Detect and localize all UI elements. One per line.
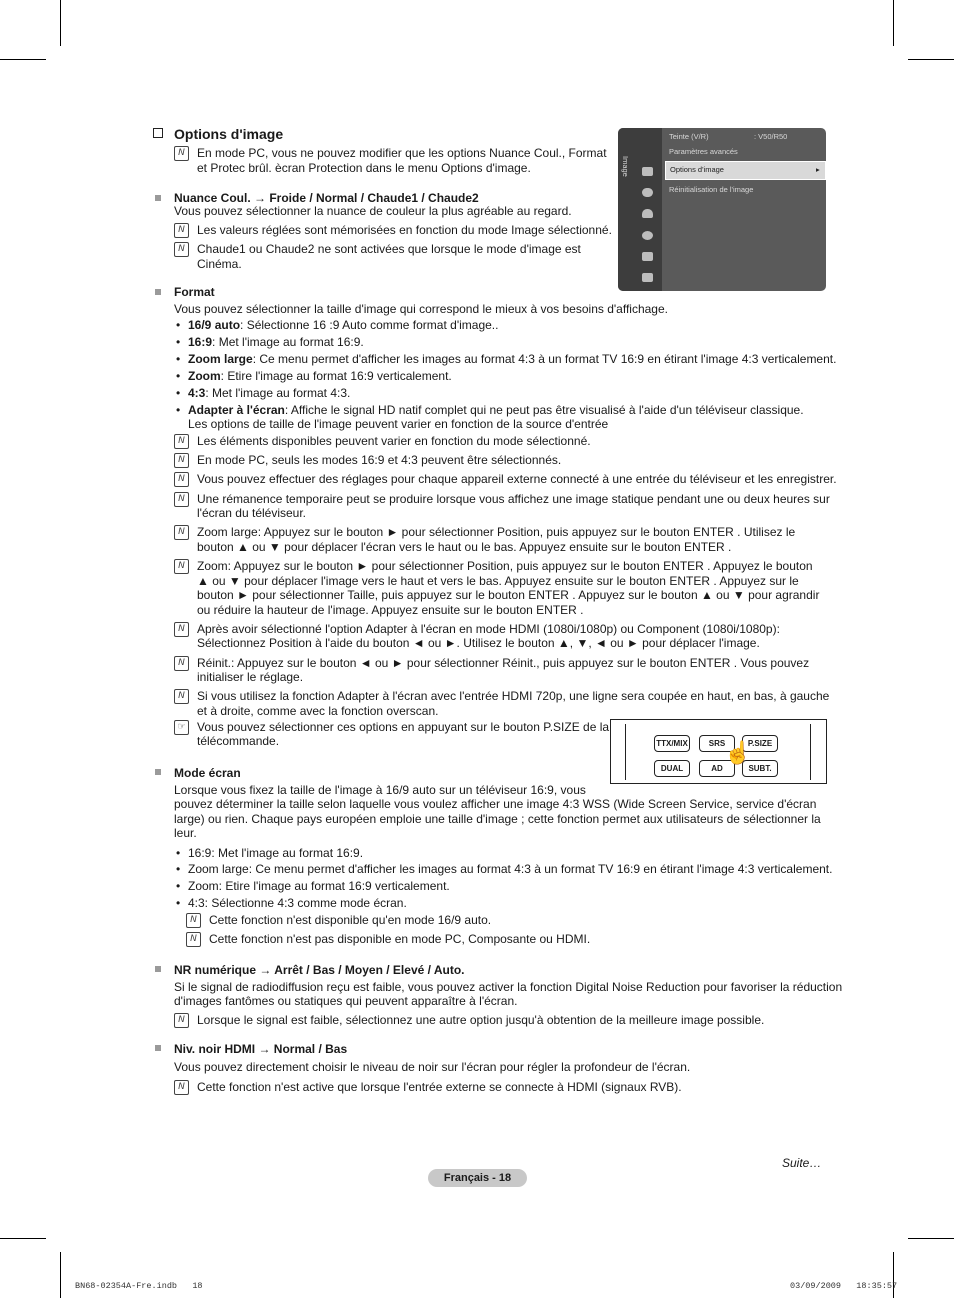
note-icon: N bbox=[174, 146, 189, 161]
bullet-square-icon bbox=[155, 289, 161, 295]
hdmi-heading: Niv. noir HDMI → Normal / Bas bbox=[174, 1042, 348, 1056]
hdmi-paragraph: Vous pouvez directement choisir le niveau de noir sur l'écran pour régler la profondeur de l'écran. bbox=[174, 1060, 691, 1074]
srs-button: SRS bbox=[699, 735, 735, 752]
note-icon: N bbox=[174, 559, 189, 574]
chevron-right-icon: ▸ bbox=[816, 165, 820, 174]
format-item-4: Zoom: Etire l'image au format 16:9 verticalement. bbox=[188, 369, 452, 383]
dual-button: DUAL bbox=[654, 760, 690, 777]
remote-control-image bbox=[610, 719, 827, 784]
bullet-square-icon bbox=[155, 195, 161, 201]
ad-button: AD bbox=[699, 760, 735, 777]
note-icon: N bbox=[174, 242, 189, 257]
note-icon: N bbox=[174, 622, 189, 637]
mode-item-1: 16:9: Met l'image au format 16:9. bbox=[188, 846, 364, 860]
remote-edge bbox=[810, 724, 811, 780]
hdmi-note1: Cette fonction n'est active que lorsque l'entrée externe se connecte à HDMI (signaux RVB). bbox=[197, 1080, 682, 1094]
format-note10-line2: télécommande. bbox=[197, 734, 280, 748]
format-item-6-line2: Les options de taille de l'image peuvent varier en fonction de la source d'entrée bbox=[188, 417, 609, 431]
print-timestamp: 03/09/2009 18:35:57 bbox=[790, 1281, 898, 1291]
page-number: Français - 18 bbox=[428, 1169, 527, 1187]
tv-menu-row4-label: Réinitialisation de l'image bbox=[669, 185, 754, 194]
nr-note1: Lorsque le signal est faible, sélectionnez une autre option jusqu'à obtention de la meilleure image possible. bbox=[197, 1013, 765, 1027]
note-pc: En mode PC, vous ne pouvez modifier que les options Nuance Coul., Format et Protec brûl. ècran Protection dans le menu Options d'image. bbox=[197, 146, 607, 175]
format-note7-line2: Sélectionnez Position à l'aide du bouton ◄ ou ►. Utilisez le bouton ▲, ▼, ◄ ou ► pour déplacer l'image. bbox=[197, 636, 760, 650]
format-note4-line2: l'écran du téléviseur. bbox=[197, 506, 307, 520]
crop-mark bbox=[908, 1238, 954, 1239]
format-note9-line1: Si vous utilisez la fonction Adapter à l'écran avec l'entrée HDMI 720p, une ligne sera coupée en haut, en bas, à gauche bbox=[197, 689, 830, 703]
input-icon bbox=[642, 252, 653, 261]
nr-paragraph-line1: Si le signal de radiodiffusion reçu est faible, vous pouvez activer la fonction Digital Noise Reduction pour favoriser la réduction bbox=[174, 980, 843, 994]
format-note10-line1: Vous pouvez sélectionner ces options en appuyant sur le bouton P.SIZE de la bbox=[197, 720, 610, 734]
format-note9-line2: et à droite, comme avec la fonction overscan. bbox=[197, 704, 439, 718]
tv-menu-selected-row bbox=[665, 161, 826, 180]
crop-mark bbox=[893, 0, 894, 46]
nr-paragraph-line2: d'images fantômes ou statiques qui peuvent apparaître à l'écran. bbox=[174, 994, 518, 1008]
mode-item-3: Zoom: Etire l'image au format 16:9 verticalement. bbox=[188, 879, 450, 893]
checkbox-icon bbox=[153, 128, 163, 138]
suite-label: Suite… bbox=[782, 1156, 822, 1170]
bullet-square-icon bbox=[155, 769, 161, 775]
format-note8-line1: Réinit.: Appuyez sur le bouton ◄ ou ► pour sélectionner Réinit., puis appuyez sur le bouton ENTER . Vous pouvez bbox=[197, 656, 810, 670]
bullet-dot: • bbox=[176, 846, 181, 860]
tv-menu-selected-label: Options d'image bbox=[670, 165, 724, 174]
nuance-desc: Vous pouvez sélectionner la nuance de couleur la plus agréable au regard. bbox=[174, 204, 572, 218]
nuance-note1: Les valeurs réglées sont mémorisées en fonction du mode Image sélectionné. bbox=[197, 223, 612, 237]
channel-icon bbox=[642, 209, 653, 218]
remote-hand-icon: ☞ bbox=[174, 720, 189, 735]
tv-menu-row1-value: : V50/R50 bbox=[754, 132, 788, 141]
nuance-note2-line2: Cinéma. bbox=[197, 257, 242, 271]
crop-mark bbox=[0, 1238, 46, 1239]
mode-note1: Cette fonction n'est disponible qu'en mode 16/9 auto. bbox=[209, 913, 492, 927]
gear-icon bbox=[642, 231, 653, 240]
mode-paragraph-line1: Lorsque vous fixez la taille de l'image à 16/9 auto sur un téléviseur 16:9, vous bbox=[174, 783, 586, 797]
format-note8-line2: initialiser le réglage. bbox=[197, 670, 304, 684]
format-item-3: Zoom large: Ce menu permet d'afficher les images au format 4:3 à un format TV 16:9 en étirant l'image 4:3 verticalement. bbox=[188, 352, 837, 366]
format-note6-line2: ▲ ou ▼ pour déplacer l'image vers le haut et vers le bas. Appuyez ensuite sur le bouton ENTER . Appuyez sur le bbox=[197, 574, 799, 588]
format-note1: Les éléments disponibles peuvent varier en fonction du mode sélectionné. bbox=[197, 434, 591, 448]
mode-item-2: Zoom large: Ce menu permet d'afficher les images au format 4:3 à un format TV 16:9 en étirant l'image 4:3 verticalement. bbox=[188, 862, 833, 876]
format-note7-line1: Après avoir sélectionné l'option Adapter à l'écran en mode HDMI (1080i/1080p) ou Component (1080i/1080p): bbox=[197, 622, 780, 636]
format-note4-line1: Une rémanence temporaire peut se produire lorsque vous affichez une image statique pendant une ou deux heures sur bbox=[197, 492, 830, 506]
note-icon: N bbox=[174, 453, 189, 468]
tv-menu-sidebar bbox=[618, 128, 662, 291]
format-note6-line3: bouton ► pour sélectionner Taille, puis appuyez sur le bouton ENTER . Appuyez sur le bouton ▲ ou ▼ pour agrandir bbox=[197, 588, 820, 602]
note-icon: N bbox=[174, 689, 189, 704]
tv-menu-side-label: Image bbox=[621, 156, 630, 177]
mode-heading: Mode écran bbox=[174, 766, 241, 780]
mode-item-4: 4:3: Sélectionne 4:3 comme mode écran. bbox=[188, 896, 407, 910]
note-icon: N bbox=[174, 223, 189, 238]
note-icon: N bbox=[174, 434, 189, 449]
crop-mark bbox=[60, 0, 61, 46]
tv-menu-screenshot bbox=[618, 128, 826, 291]
picture-icon bbox=[642, 167, 653, 176]
format-note5-line2: bouton ▲ ou ▼ pour déplacer l'écran vers le haut ou le bas. Appuyez ensuite sur le bouton ENTER . bbox=[197, 540, 732, 554]
bullet-dot: • bbox=[176, 318, 181, 332]
note-icon: N bbox=[186, 932, 201, 947]
format-note2: En mode PC, seuls les modes 16:9 et 4:3 peuvent être sélectionnés. bbox=[197, 453, 562, 467]
bullet-square-icon bbox=[155, 966, 161, 972]
bullet-square-icon bbox=[155, 1045, 161, 1051]
note-icon: N bbox=[186, 913, 201, 928]
crop-mark bbox=[0, 59, 46, 60]
format-item-6: Adapter à l'écran: Affiche le signal HD natif complet qui ne peut pas être visualisé à l'aide d'un téléviseur classique. bbox=[188, 403, 804, 417]
tv-menu-row2-label: Paramètres avancés bbox=[669, 147, 738, 156]
bullet-dot: • bbox=[176, 335, 181, 349]
bullet-dot: • bbox=[176, 896, 181, 910]
section-title: Options d'image bbox=[174, 126, 284, 142]
psize-button: P.SIZE bbox=[742, 735, 778, 752]
mode-note2: Cette fonction n'est pas disponible en mode PC, Composante ou HDMI. bbox=[209, 932, 591, 946]
format-item-5: 4:3: Met l'image au format 4:3. bbox=[188, 386, 351, 400]
bullet-dot: • bbox=[176, 403, 181, 417]
ttx-mix-button: TTX/MIX bbox=[654, 735, 690, 752]
nuance-heading: Nuance Coul. → Froide / Normal / Chaude1 / Chaude2 bbox=[174, 191, 479, 205]
format-desc: Vous pouvez sélectionner la taille d'image qui correspond le mieux à vos besoins d'affichage. bbox=[174, 302, 668, 316]
note-icon: N bbox=[174, 492, 189, 507]
support-icon bbox=[642, 273, 653, 282]
mode-paragraph-line3: large) ou rien. Chaque pays européen emploie une taille d'image ; cette fonction permet aux utilisateurs de sélectionner la bbox=[174, 812, 821, 826]
format-note6-line1: Zoom: Appuyez sur le bouton ► pour sélectionner Position, puis appuyez sur le bouton ENTER . Appuyez le bouton bbox=[197, 559, 813, 573]
note-icon: N bbox=[174, 656, 189, 671]
bullet-dot: • bbox=[176, 879, 181, 893]
nuance-note2-line1: Chaude1 ou Chaude2 ne sont activées que lorsque le mode d'image est bbox=[197, 242, 581, 256]
note-icon: N bbox=[174, 525, 189, 540]
note-icon: N bbox=[174, 1080, 189, 1095]
pointer-hand-icon: ☝ bbox=[724, 740, 752, 765]
note-icon: N bbox=[174, 1013, 189, 1028]
note-icon: N bbox=[174, 472, 189, 487]
bullet-dot: • bbox=[176, 386, 181, 400]
format-item-2: 16:9: Met l'image au format 16:9. bbox=[188, 335, 364, 349]
bullet-dot: • bbox=[176, 369, 181, 383]
bullet-dot: • bbox=[176, 862, 181, 876]
format-note5-line1: Zoom large: Appuyez sur le bouton ► pour sélectionner Position, puis appuyez sur le bouton ENTER . Utilisez le bbox=[197, 525, 796, 539]
mode-paragraph-line4: leur. bbox=[174, 826, 197, 840]
format-note6-line4: ou réduire la hauteur de l'image. Appuyez ensuite sur le bouton ENTER . bbox=[197, 603, 584, 617]
tv-menu-row1-label: Teinte (V/R) bbox=[669, 132, 709, 141]
nr-heading: NR numérique → Arrêt / Bas / Moyen / Elevé / Auto. bbox=[174, 963, 465, 977]
sound-icon bbox=[642, 188, 653, 197]
crop-mark bbox=[908, 59, 954, 60]
subt-button: SUBT. bbox=[742, 760, 778, 777]
format-heading: Format bbox=[174, 285, 215, 299]
format-note3: Vous pouvez effectuer des réglages pour chaque appareil externe connecté à une entrée du téléviseur et les enregistrer. bbox=[197, 472, 837, 486]
bullet-dot: • bbox=[176, 352, 181, 366]
print-file-name: BN68-02354A-Fre.indb 18 bbox=[75, 1281, 203, 1291]
mode-paragraph-line2: pouvez déterminer la taille selon laquelle vous voulez afficher une image 4:3 WSS (Wide Screen Service, service d'écran bbox=[174, 797, 817, 811]
format-item-1: 16/9 auto: Sélectionne 16 :9 Auto comme format d'image.. bbox=[188, 318, 499, 332]
crop-mark bbox=[60, 1252, 61, 1298]
crop-mark bbox=[893, 1252, 894, 1298]
remote-edge bbox=[625, 724, 626, 780]
